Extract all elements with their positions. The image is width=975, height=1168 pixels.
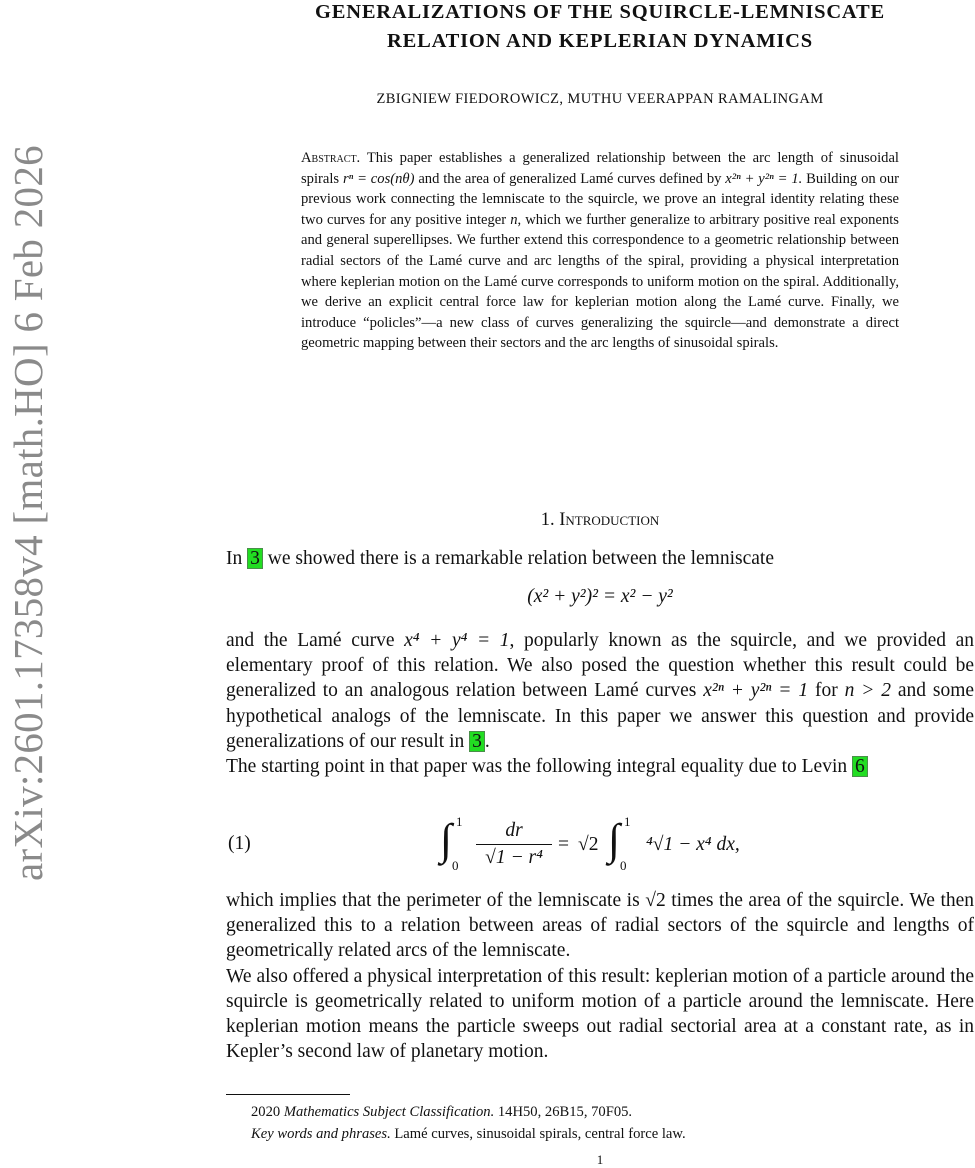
sqrt-two: √2 bbox=[645, 890, 666, 911]
arxiv-identifier-stamp: arXiv:2601.17358v4 [math.HO] 6 Feb 2026 bbox=[5, 145, 51, 881]
page-number: 1 bbox=[596, 1152, 604, 1167]
citation-link-3[interactable]: 3 bbox=[469, 731, 485, 752]
text: In bbox=[226, 548, 243, 569]
integral-sign: ∫ bbox=[440, 815, 453, 864]
coefficient: √2 bbox=[578, 834, 599, 855]
denominator: √1 − r⁴ bbox=[485, 847, 543, 868]
abstract-text-4: , which we further generalize to arbitrary positive real exponents and general superellipses. We further extend this correspondence to a geometric relationship between radial sectors of the Lamé curve and arc lengths of the spiral, providing a physical interpretation where keplerian motion on the Lamé curve corresponds to uniform motion on the spiral. Additionally, we derive an explicit central force law for keplerian motion along the Lamé curve. Finally, we introduce “policles”—a new class of curves generalizing the squircle—and demonstrate a direct geometric mapping between their sectors and the arc lengths of sinusoidal spirals. bbox=[301, 211, 899, 352]
text: . bbox=[484, 730, 490, 752]
text: for bbox=[814, 680, 838, 702]
lower-limit: 0 bbox=[452, 858, 459, 873]
text: which implies that the perimeter of the lemniscate is bbox=[226, 890, 640, 911]
integral-sign: ∫ bbox=[608, 815, 621, 864]
paper-authors: ZBIGNIEW FIEDOROWICZ, MUTHU VEERAPPAN RAMALINGAM bbox=[376, 91, 824, 107]
equation-number: (1) bbox=[228, 833, 251, 854]
integral-equation-1 bbox=[440, 810, 780, 880]
variable-n: n bbox=[510, 211, 518, 228]
text: , popularly known as the squircle, and we provided an elementary proof of this relation. We also posed the question whether this result could be generalized to an analogous relation between Lamé curves bbox=[226, 630, 975, 702]
text: We also offered a physical interpretation of this result: keplerian motion of a particle around the squircle is geometrically related to uniform motion of a particle around the lemniscate. Here keplerian motion means the particle sweeps out radial sectorial area at a constant rate, as in Kepler’s second law of planetary motion. bbox=[226, 965, 974, 1063]
keywords: Lamé curves, sinusoidal spirals, central force law. bbox=[394, 1126, 686, 1142]
keywords-footnote bbox=[251, 1126, 686, 1143]
title-line-2: RELATION AND KEPLERIAN DYNAMICS bbox=[387, 30, 813, 52]
lame-general-equation: x²ⁿ + y²ⁿ = 1 bbox=[703, 680, 809, 702]
text: times the area of the squircle. We then generalized this to a relation between areas of radial sectors of the squircle and lengths of geometrically related arcs of the lemniscate. bbox=[226, 890, 975, 962]
abstract-text-1: This paper establishes a generalized relationship between the arc length of sinusoidal spirals bbox=[301, 150, 899, 187]
integrand: ⁴√1 − x⁴ dx, bbox=[646, 834, 740, 855]
intro-paragraph-1 bbox=[226, 546, 974, 571]
upper-limit: 1 bbox=[624, 814, 631, 829]
squircle-equation: x⁴ + y⁴ = 1 bbox=[404, 630, 510, 651]
intro-paragraph-2 bbox=[226, 628, 974, 779]
text: we showed there is a remarkable relation between the lemniscate bbox=[267, 548, 774, 569]
equals-sign: = bbox=[558, 834, 569, 855]
paper-title bbox=[270, 0, 930, 56]
spiral-equation: rⁿ = cos(nθ) bbox=[342, 170, 415, 187]
abstract-label: Abstract. bbox=[301, 150, 361, 166]
intro-paragraph-3 bbox=[226, 888, 974, 1064]
abstract-text-2: and the area of generalized Lamé curves defined by bbox=[418, 170, 722, 187]
fraction bbox=[476, 820, 552, 869]
section-number: 1. bbox=[540, 510, 555, 530]
keywords-label: Key words and phrases. bbox=[251, 1126, 391, 1142]
footnote-divider bbox=[226, 1094, 350, 1095]
equation-text: (x² + y²)² = x² − y² bbox=[527, 586, 673, 607]
text: The starting point in that paper was the following integral equality due to Levin bbox=[226, 756, 848, 778]
section-title: Introduction bbox=[559, 510, 660, 530]
text: and some hypothetical analogs of the lemniscate. In this paper we answer this question and provide generalizations of our result in bbox=[226, 680, 975, 752]
text: and the Lamé curve bbox=[226, 630, 395, 651]
citation-link-6[interactable]: 6 bbox=[852, 756, 868, 777]
msc-codes: 14H50, 26B15, 70F05. bbox=[497, 1104, 633, 1120]
numerator: dr bbox=[505, 820, 523, 841]
title-line-1: GENERALIZATIONS OF THE SQUIRCLE-LEMNISCATE bbox=[315, 1, 885, 23]
section-heading-introduction bbox=[225, 510, 975, 531]
abstract bbox=[301, 148, 899, 354]
msc-year: 2020 bbox=[251, 1104, 281, 1120]
upper-limit: 1 bbox=[456, 814, 463, 829]
lower-limit: 0 bbox=[620, 858, 627, 873]
lemniscate-equation bbox=[226, 586, 974, 608]
lame-equation: x²ⁿ + y²ⁿ = 1. bbox=[725, 170, 803, 187]
abstract-text-3: Building on our previous work connecting the lemniscate to the squircle, we prove an integral identity relating these two curves for any positive integer bbox=[301, 170, 899, 228]
citation-link-3[interactable]: 3 bbox=[247, 548, 263, 569]
fraction-bar bbox=[476, 844, 552, 845]
n-condition: n > 2 bbox=[844, 680, 891, 702]
msc-footnote bbox=[251, 1104, 632, 1121]
msc-label: Mathematics Subject Classification. bbox=[283, 1104, 495, 1120]
